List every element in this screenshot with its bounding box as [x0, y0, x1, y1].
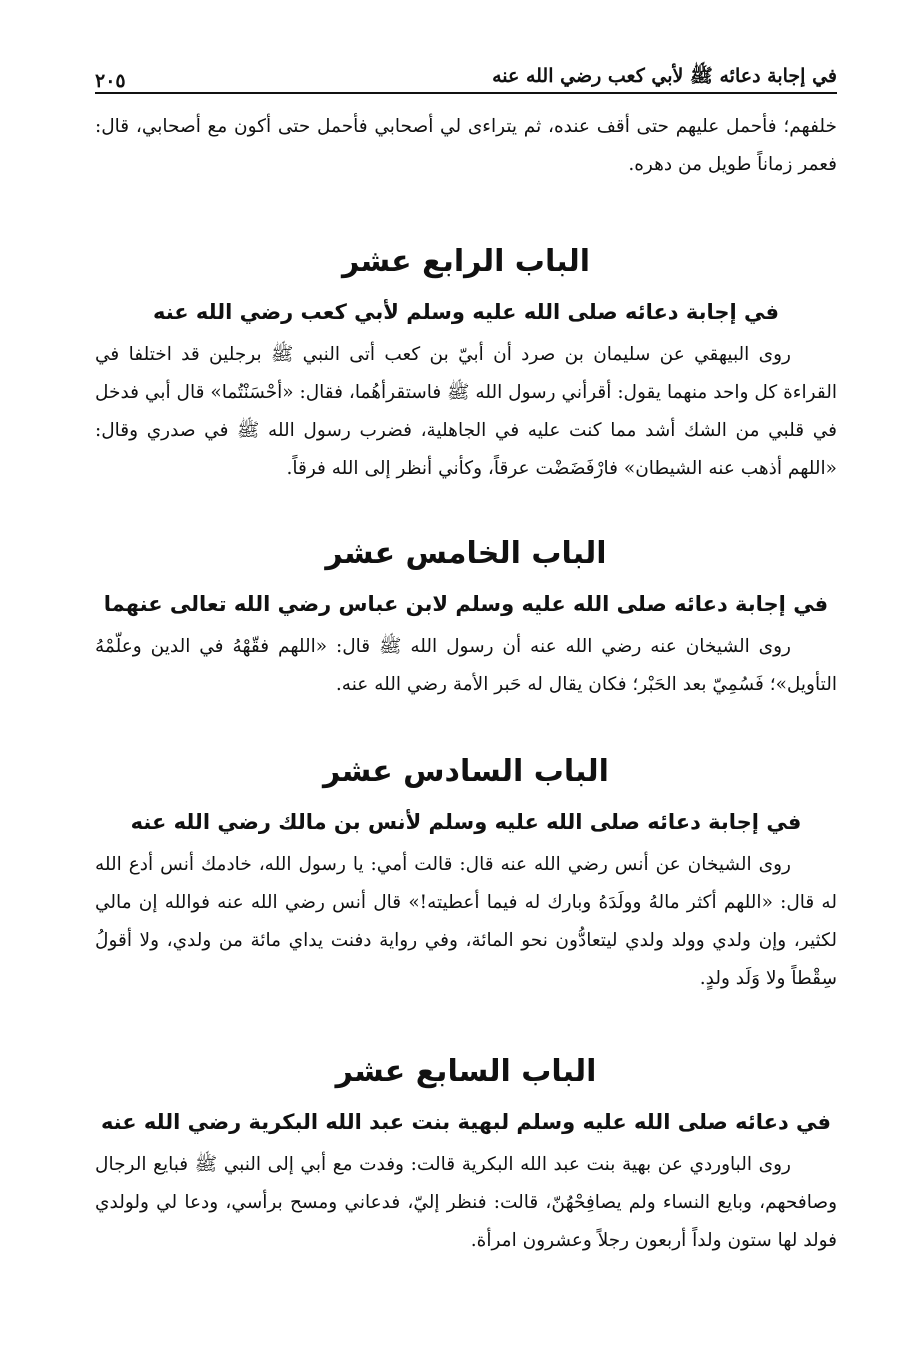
chapter-title: الباب السادس عشر	[323, 754, 609, 789]
chapter-title: الباب الخامس عشر	[325, 536, 607, 571]
chapter-body: روى الباوردي عن بهية بنت عبد الله البكرية قالت: وفدت مع أبي إلى النبي ﷺ فبايع الرجال وصافحهم، وبايع النساء ولم يصافِحْهُنّ، قالت: فنظر إليّ، فدعاني ومسح برأسي، ودعا لي ولولدي فولد لها ستون ولداً أربعون رجلاً وعشرون امرأة.	[95, 1154, 837, 1251]
chapter-16	[95, 750, 837, 998]
chapter-title: الباب الرابع عشر	[341, 244, 591, 279]
chapter-subtitle: في إجابة دعائه صلى الله عليه وسلم لأنس بن مالك رضي الله عنه	[130, 810, 802, 834]
chapter-subtitle: في إجابة دعائه صلى الله عليه وسلم لابن عباس رضي الله تعالى عنهما	[103, 592, 829, 616]
page-content	[95, 108, 837, 1260]
header-rule	[95, 92, 837, 94]
running-title: في إجابة دعائه ﷺ لأبي كعب رضي الله عنه	[492, 65, 837, 87]
chapter-14	[95, 240, 837, 488]
chapter-subtitle: في إجابة دعائه صلى الله عليه وسلم لأبي كعب رضي الله عنه	[152, 300, 780, 324]
intro-paragraph: خلفهم؛ فأحمل عليهم حتى أقف عنده، ثم يتراءى لي أصحابي فأحمل حتى أكون مع أصحابي، قال: فعمر زماناً طويل من دهره.	[95, 116, 837, 175]
running-header	[95, 52, 837, 92]
chapter-title: الباب السابع عشر	[335, 1054, 597, 1089]
chapter-17	[95, 1050, 837, 1260]
chapter-body: روى البيهقي عن سليمان بن صرد أن أبيّ بن كعب أتى النبي ﷺ برجلين قد اختلفا في القراءة كل واحد منهما يقول: أقرأني رسول الله ﷺ فاستقرأهُما، فقال: «أحْسَنْتُما» قال أبي فدخل في قلبي من الشك أشد مما كنت عليه في الجاهلية، فضرب رسول الله ﷺ في صدري وقال: «اللهم أذهب عنه الشيطان» فارْفَضَضْت عرقاً، وكأني أنظر إلى الله فرقاً.	[95, 344, 837, 479]
chapter-body: روى الشيخان عن أنس رضي الله عنه قال: قالت أمي: يا رسول الله، خادمك أنس أدع الله له قال: «اللهم أكثر مالهُ وولَدَهُ وبارك له فيما أعطيته!» قال أنس رضي الله عنه فوالله إن مالي لكثير، وإن ولدي وولد ولدي ليتعادُّون نحو المائة، وفي رواية دفنت يداي مائة من ولدي، ولا أقولُ سِقْطاً ولا وَلَد ولدٍ.	[95, 854, 837, 989]
chapter-15	[95, 532, 837, 704]
page-number: ٢٠٥	[95, 70, 126, 92]
chapter-subtitle: في دعائه صلى الله عليه وسلم لبهية بنت عبد الله البكرية رضي الله عنه	[100, 1110, 832, 1134]
chapter-body: روى الشيخان عنه رضي الله عنه أن رسول الله ﷺ قال: «اللهم فقّهْهُ في الدين وعلّمْهُ التأويل»؛ فَسُمِيّ بعد الحَبْر؛ فكان يقال له حَبر الأمة رضي الله عنه.	[95, 636, 837, 695]
